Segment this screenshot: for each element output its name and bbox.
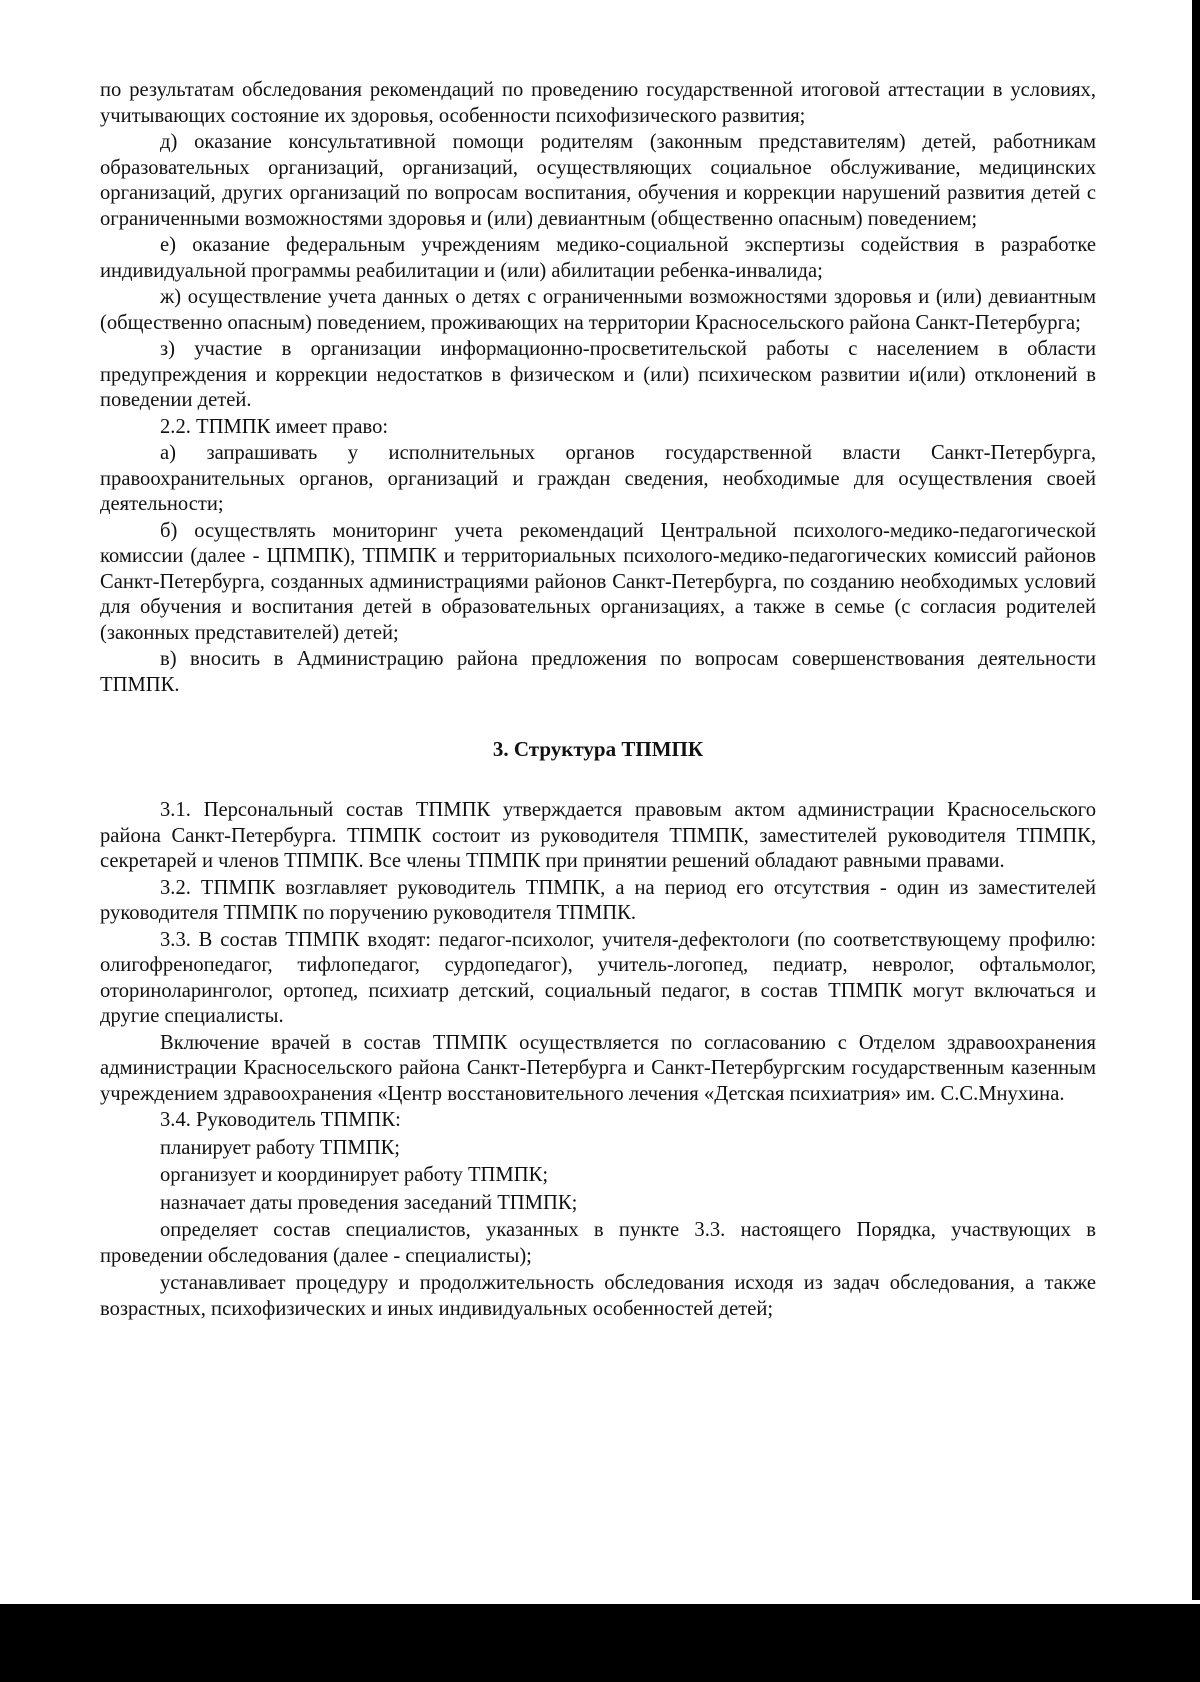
paragraph-continuation: по результатам обследования рекомендаций по проведению государственной итоговой аттестации в условиях, учитывающих состояние их здоровья, особенности психофизического развития; xyxy=(100,79,1096,127)
paragraph-meeting-dates: назначает даты проведения заседаний ТПМПК; xyxy=(160,1191,578,1214)
paragraph-3-1: 3.1. Персональный состав ТПМПК утверждается правовым актом администрации Красносельского района Санкт-Петербурга. ТПМПК состоит из руководителя ТПМПК, заместителей руководителя ТПМПК, секретарей и членов ТПМПК. Все члены ТПМПК при принятии решений обладают равными правами. xyxy=(100,799,1096,872)
paragraph-3-3: 3.3. В состав ТПМПК входят: педагог-психолог, учителя-дефектологи (по соответствующему профилю: олигофренопедагог, тифлопедагог, сурдопедагог), учитель-логопед, педиатр, невролог, офтальмолог, оториноларинголог, ортопед, психиатр детский, социальный педагог, в состав ТПМПК могут включаться и другие специалисты. xyxy=(100,928,1096,1027)
paragraph-item-a: а) запрашивать у исполнительных органов государственной власти Санкт-Петербурга, правоохранительных органов, организаций и граждан сведения, необходимые для осуществления своей деятельности; xyxy=(100,442,1096,515)
paragraph-item-zh: ж) осуществление учета данных о детях с ограниченными возможностями здоровья и (или) девиантным (общественно опасным) поведением, проживающих на территории Красносельского района Санкт-Петербурга; xyxy=(100,286,1096,334)
paragraph-doctors-inclusion: Включение врачей в состав ТПМПК осуществляется по согласованию с Отделом здравоохранения администрации Красносельского района Санкт-Петербурга и Санкт-Петербургским государственным казенным учреждением здравоохранения «Центр восстановительного лечения «Детская психиатрия» им. С.С.Мнухина. xyxy=(100,1031,1096,1105)
paragraph-coordinates-work: организует и координирует работу ТПМПК; xyxy=(160,1164,549,1186)
paragraph-specialists: определяет состав специалистов, указанных в пункте 3.3. настоящего Порядка, участвующих в проведении обследования (далее - специалисты); xyxy=(100,1219,1096,1267)
paragraph-procedure: устанавливает процедуру и продолжительность обследования исходя из задач обследования, а также возрастных, психофизических и иных индивидуальных особенностей детей; xyxy=(100,1272,1096,1320)
section-title: 3. Структура ТПМПК xyxy=(492,737,704,761)
paragraph-item-e: е) оказание федеральным учреждениям медико-социальной экспертизы содействия в разработке индивидуальной программы реабилитации и (или) абилитации ребенка-инвалида; xyxy=(100,234,1096,282)
paragraph-item-b: б) осуществлять мониторинг учета рекомендаций Центральной психолого-медико-педагогической комиссии (далее - ЦПМПК), ТПМПК и территориальных психолого-медико-педагогических комиссий районов Санкт-Петербурга, созданных администрациями районов Санкт-Петербурга, по созданию необходимых условий для обучения и воспитания детей в образовательных организациях, а также в семье (с согласия родителей (законных представителей) детей; xyxy=(100,519,1096,644)
paragraph-item-z: з) участие в организации информационно-просветительской работы с населением в области предупреждения и коррекции недостатков в физическом и (или) психическом развитии и(или) отклонений в поведении детей. xyxy=(100,338,1096,411)
paragraph-3-2: 3.2. ТПМПК возглавляет руководитель ТПМПК, а на период его отсутствия - один из заместителей руководителя ТПМПК по поручению руководителя ТПМПК. xyxy=(100,876,1096,924)
paragraph-item-v: в) вносить в Администрацию района предложения по вопросам совершенствования деятельности ТПМПК. xyxy=(100,648,1096,696)
paragraph-plans-work: планирует работу ТПМПК; xyxy=(160,1136,401,1159)
scan-edge-shadow xyxy=(1192,0,1200,1600)
paragraph-item-d: д) оказание консультативной помощи родителям (законным представителям) детей, работникам образовательных организаций, организаций, осуществляющих социальное обслуживание, медицинских организаций, других организаций по вопросам воспитания, обучения и коррекции нарушений развития детей с ограниченными возможностями здоровья и (или) девиантным (общественно опасным) поведением; xyxy=(100,131,1096,230)
paragraph-3-4: 3.4. Руководитель ТПМПК: xyxy=(160,1109,401,1131)
paragraph-2-2: 2.2. ТПМПК имеет право: xyxy=(160,415,389,438)
scan-bottom-shadow xyxy=(0,1604,1200,1682)
document-body xyxy=(100,78,1096,1322)
